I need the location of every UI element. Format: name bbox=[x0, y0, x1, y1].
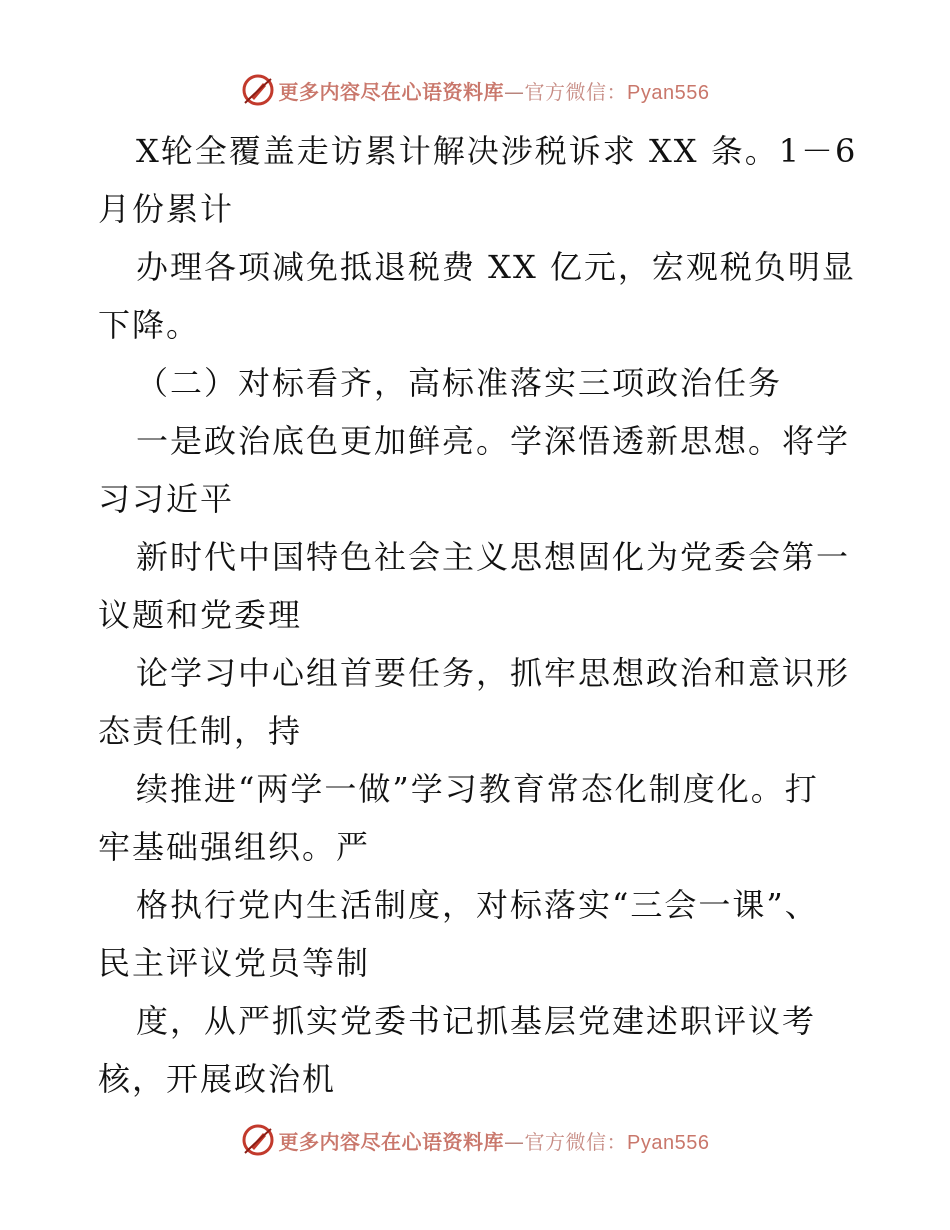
paragraph-first-line: 新时代中国特色社会主义思想固化为党委会第一 bbox=[136, 538, 851, 576]
paragraph bbox=[98, 412, 858, 528]
banner-inner bbox=[241, 73, 710, 107]
paragraph-continuation: 核，开展政治机 bbox=[98, 1060, 337, 1098]
paragraph-first-line: 度，从严抓实党委书记抓基层党建述职评议考 bbox=[136, 1002, 817, 1040]
paragraph bbox=[98, 528, 858, 644]
paragraph-continuation: 习习近平 bbox=[98, 480, 235, 518]
paragraph-first-line: 续推进“两学一做”学习教育常态化制度化。打 bbox=[136, 770, 819, 808]
banner-text bbox=[279, 1126, 710, 1155]
paragraph-first-line: X轮全覆盖走访累计解决涉税诉求 XX 条。1－6 bbox=[136, 132, 858, 170]
banner-dash: — bbox=[504, 1129, 525, 1154]
banner-wechat-label: 官方微信： bbox=[524, 79, 628, 104]
paragraph bbox=[98, 876, 858, 992]
paragraph bbox=[98, 238, 858, 354]
paragraph-first-line: （二）对标看齐，高标准落实三项政治任务 bbox=[136, 364, 783, 402]
paragraph-continuation: 牢基础强组织。严 bbox=[98, 828, 371, 866]
banner-wechat-id: Pyan556 bbox=[627, 1131, 710, 1154]
pen-circle-logo-icon bbox=[241, 73, 275, 107]
section-heading bbox=[98, 354, 858, 412]
paragraph-first-line: 格执行党内生活制度，对标落实“三会一课”、 bbox=[136, 886, 819, 924]
paragraph-continuation: 民主评议党员等制 bbox=[98, 944, 371, 982]
footer-banner bbox=[0, 1120, 950, 1160]
paragraph-continuation: 态责任制，持 bbox=[98, 712, 303, 750]
banner-inner bbox=[241, 1123, 710, 1157]
paragraph bbox=[98, 760, 858, 876]
paragraph-continuation: 月份累计 bbox=[98, 190, 235, 228]
banner-dash: — bbox=[504, 79, 525, 104]
banner-library-text: 更多内容尽在心语资料库 bbox=[278, 79, 505, 104]
paragraph-first-line: 一是政治底色更加鲜亮。学深悟透新思想。将学 bbox=[136, 422, 851, 460]
banner-wechat-label: 官方微信： bbox=[524, 1129, 628, 1154]
paragraph-first-line: 论学习中心组首要任务，抓牢思想政治和意识形 bbox=[136, 654, 851, 692]
paragraph-continuation: 议题和党委理 bbox=[98, 596, 303, 634]
banner-wechat-id: Pyan556 bbox=[627, 81, 710, 104]
banner-library-text: 更多内容尽在心语资料库 bbox=[278, 1129, 505, 1154]
paragraph-first-line: 办理各项减免抵退税费 XX 亿元，宏观税负明显 bbox=[136, 248, 856, 286]
paragraph bbox=[98, 122, 858, 238]
paragraph-continuation: 下降。 bbox=[98, 306, 201, 344]
paragraph bbox=[98, 992, 858, 1108]
header-banner bbox=[0, 70, 950, 110]
pen-circle-logo-icon bbox=[241, 1123, 275, 1157]
banner-text bbox=[279, 76, 710, 105]
document-body bbox=[98, 122, 858, 1108]
paragraph bbox=[98, 644, 858, 760]
